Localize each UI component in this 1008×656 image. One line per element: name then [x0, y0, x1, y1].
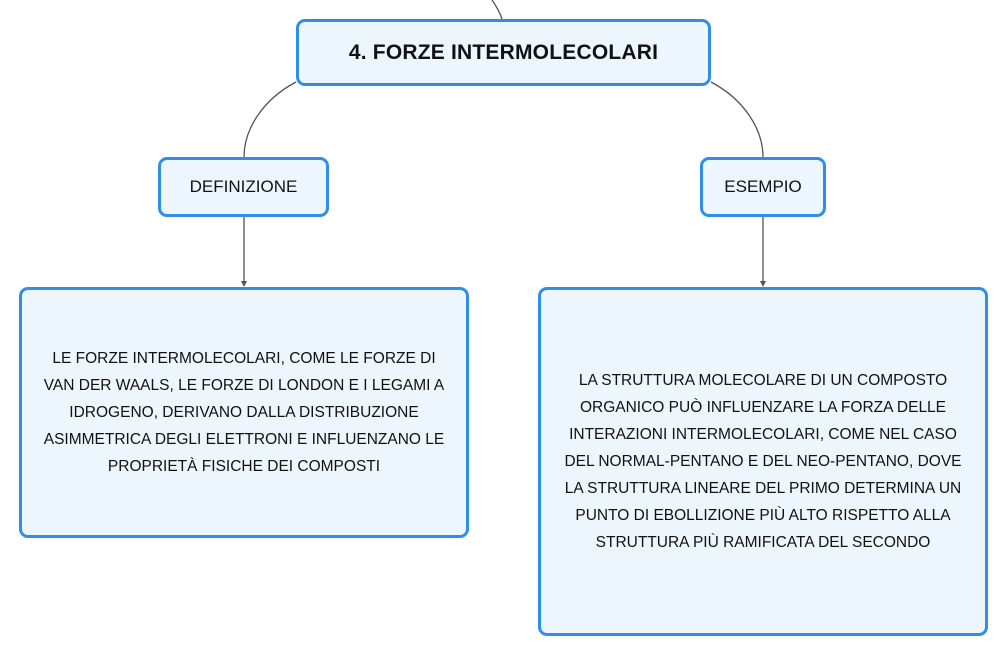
definizione-detail-node[interactable]	[19, 287, 469, 538]
esempio-detail-text: LA STRUTTURA MOLECOLARE DI UN COMPOSTO ORGANICO PUÒ INFLUENZARE LA FORZA DELLE INTERAZIONI INTERMOLECOLARI, COME NEL CASO DEL NORMAL-PENTANO E DEL NEO-PENTANO, DOVE LA STRUTTURA LINEARE DEL PRIMO DETERMINA UN PUNTO DI EBOLLIZIONE PIÙ ALTO RISPETTO ALLA STRUTTURA PIÙ RAMIFICATA DEL SECONDO	[564, 372, 962, 551]
connector-root-to-definizione	[244, 82, 296, 157]
root-topic-label: 4. FORZE INTERMOLECOLARI	[348, 40, 659, 64]
subtopic-definizione-label: DEFINIZIONE	[189, 177, 298, 196]
subtopic-definizione-node[interactable]	[158, 157, 329, 217]
subtopic-esempio-node[interactable]	[700, 157, 826, 217]
connector-from-parent	[492, 0, 502, 19]
definizione-detail-text: LE FORZE INTERMOLECOLARI, COME LE FORZE DI VAN DER WAALS, LE FORZE DI LONDON E I LEGAMI A IDROGENO, DERIVANO DALLA DISTRIBUZIONE ASIMMETRICA DEGLI ELETTRONI E INFLUENZANO LE PROPRIETÀ FISICHE DEI COMPOSTI	[43, 350, 445, 475]
subtopic-esempio-label: ESEMPIO	[724, 177, 802, 196]
connector-root-to-esempio	[711, 82, 763, 157]
root-topic-node[interactable]	[296, 19, 711, 86]
esempio-detail-node[interactable]	[538, 287, 988, 636]
